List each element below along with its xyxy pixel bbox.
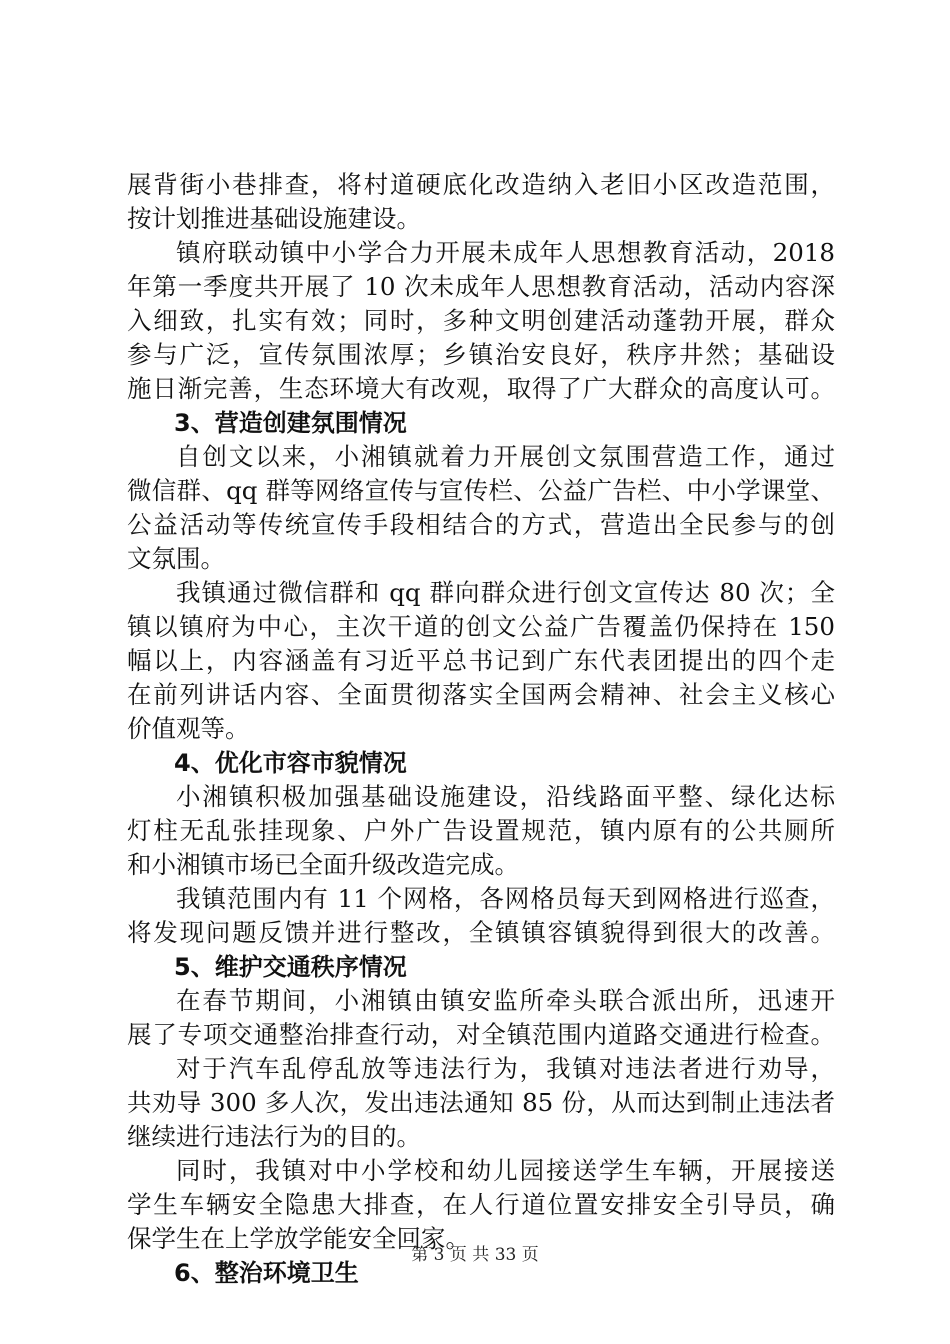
paragraph-line: 镇以镇府为中心，主次干道的创文公益广告覆盖仍保持在 150 bbox=[127, 612, 835, 641]
paragraph-line: 幅以上，内容涵盖有习近平总书记到广东代表团提出的四个走 bbox=[127, 646, 835, 675]
paragraph-line: 年第一季度共开展了 10 次未成年人思想教育活动，活动内容深 bbox=[127, 272, 835, 301]
section-heading: 6、整治环境卫生 bbox=[174, 1259, 359, 1287]
paragraph-line: 公益活动等传统宣传手段相结合的方式，营造出全民参与的创 bbox=[127, 510, 835, 539]
paragraph-line: 文氛围。 bbox=[127, 544, 225, 573]
paragraph-line: 展了专项交通整治排查行动，对全镇范围内道路交通进行检查。 bbox=[127, 1020, 835, 1049]
paragraph-line: 同时，我镇对中小学校和幼儿园接送学生车辆，开展接送 bbox=[176, 1156, 835, 1185]
section-heading: 4、优化市容市貌情况 bbox=[174, 749, 407, 777]
paragraph-line: 价值观等。 bbox=[127, 714, 250, 743]
paragraph-line: 镇府联动镇中小学合力开展未成年人思想教育活动，2018 bbox=[176, 238, 835, 267]
paragraph-line: 微信群、qq 群等网络宣传与宣传栏、公益广告栏、中小学课堂、 bbox=[127, 476, 835, 505]
section-heading: 3、营造创建氛围情况 bbox=[174, 409, 407, 437]
paragraph-line: 我镇通过微信群和 qq 群向群众进行创文宣传达 80 次；全 bbox=[176, 578, 835, 607]
section-heading: 5、维护交通秩序情况 bbox=[174, 953, 407, 981]
paragraph-line: 小湘镇积极加强基础设施建设，沿线路面平整、绿化达标 bbox=[176, 782, 835, 811]
paragraph-line: 参与广泛，宣传氛围浓厚；乡镇治安良好，秩序井然；基础设 bbox=[127, 340, 835, 369]
paragraph-line: 自创文以来，小湘镇就着力开展创文氛围营造工作，通过 bbox=[176, 442, 835, 471]
paragraph-line: 在前列讲话内容、全面贯彻落实全国两会精神、社会主义核心 bbox=[127, 680, 835, 709]
paragraph-line: 按计划推进基础设施建设。 bbox=[127, 204, 421, 233]
paragraph-line: 共劝导 300 多人次，发出违法通知 85 份，从而达到制止违法者 bbox=[127, 1088, 835, 1117]
paragraph-line: 将发现问题反馈并进行整改，全镇镇容镇貌得到很大的改善。 bbox=[127, 918, 835, 947]
page-footer: 第 3 页 共 33 页 bbox=[411, 1245, 539, 1265]
document-body bbox=[127, 168, 835, 1290]
paragraph-line: 展背街小巷排查，将村道硬底化改造纳入老旧小区改造范围， bbox=[127, 170, 835, 199]
paragraph-line: 和小湘镇市场已全面升级改造完成。 bbox=[127, 850, 519, 879]
paragraph-line: 施日渐完善，生态环境大有改观，取得了广大群众的高度认可。 bbox=[127, 374, 835, 403]
paragraph-line: 灯柱无乱张挂现象、户外广告设置规范，镇内原有的公共厕所 bbox=[127, 816, 835, 845]
paragraph-line: 在春节期间，小湘镇由镇安监所牵头联合派出所，迅速开 bbox=[176, 986, 835, 1015]
paragraph-line: 我镇范围内有 11 个网格，各网格员每天到网格进行巡查， bbox=[176, 884, 835, 913]
paragraph-line: 继续进行违法行为的目的。 bbox=[127, 1122, 421, 1151]
paragraph-line: 入细致，扎实有效；同时，多种文明创建活动蓬勃开展，群众 bbox=[127, 306, 835, 335]
paragraph-line: 保学生在上学放学能安全回家。 bbox=[127, 1224, 470, 1253]
paragraph-line: 对于汽车乱停乱放等违法行为，我镇对违法者进行劝导， bbox=[176, 1054, 835, 1083]
paragraph-line: 学生车辆安全隐患大排查，在人行道位置安排安全引导员，确 bbox=[127, 1190, 835, 1219]
